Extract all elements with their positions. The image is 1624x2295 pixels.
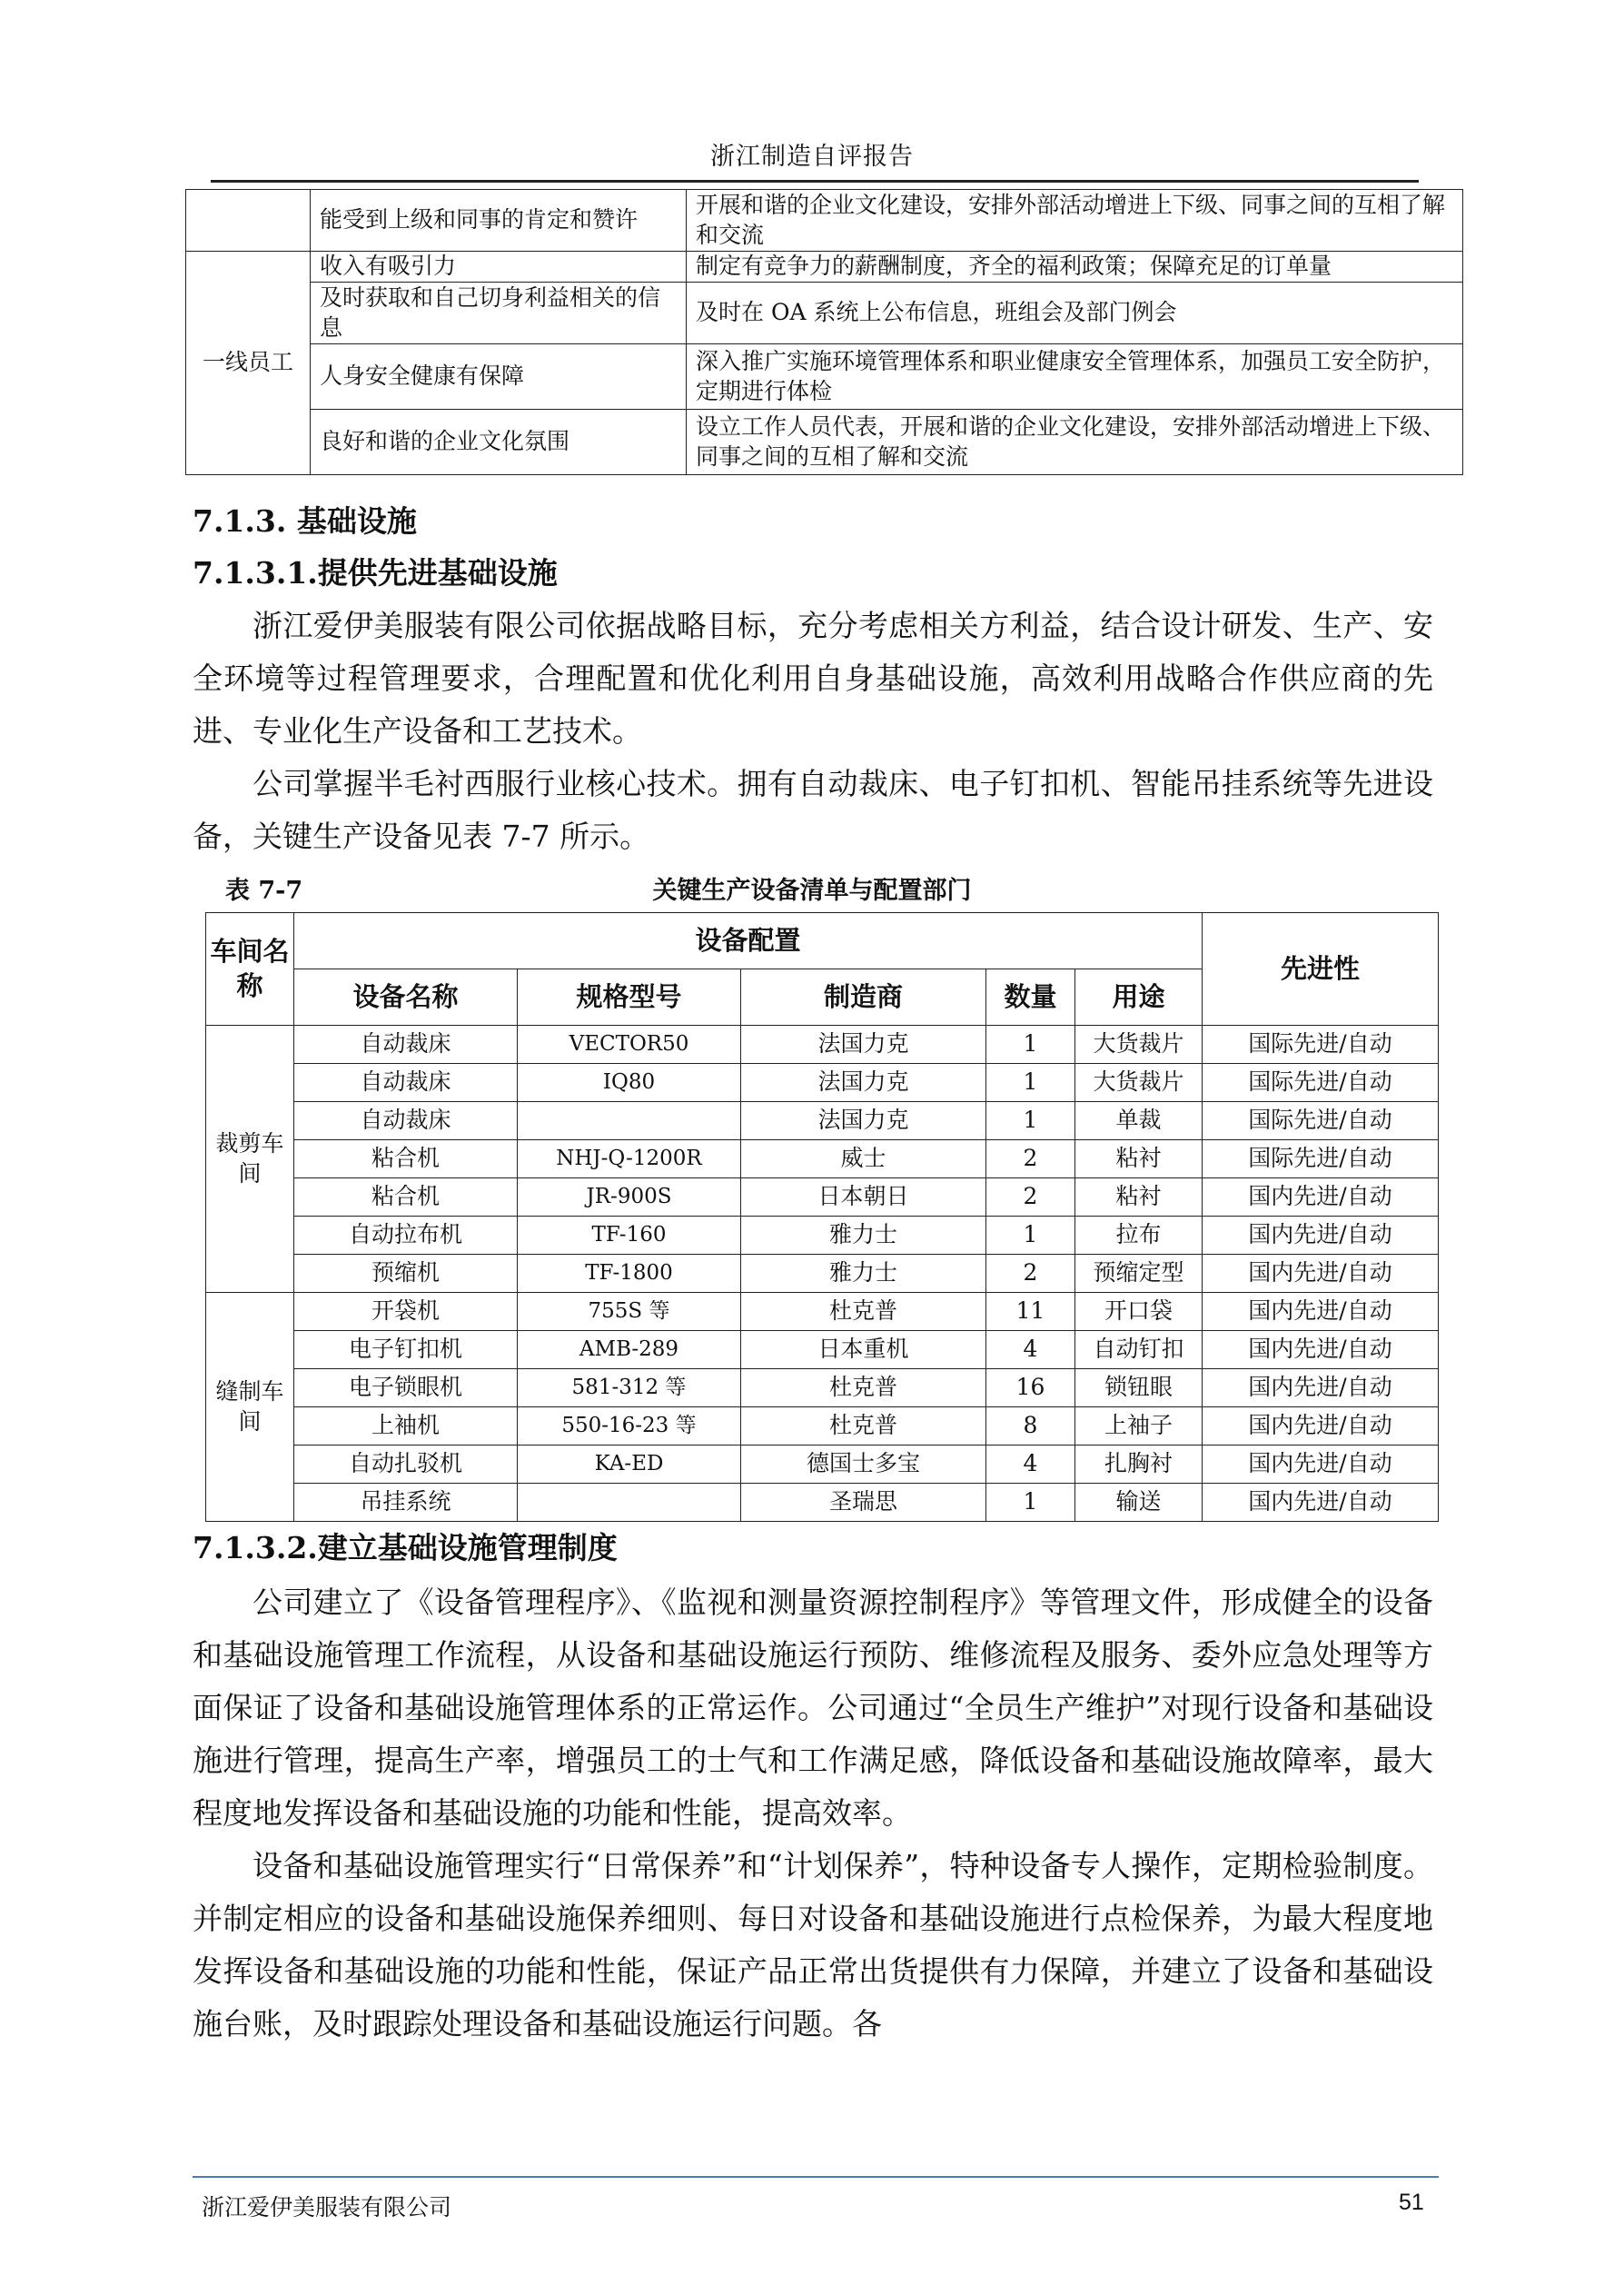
table-row bbox=[186, 410, 1463, 475]
advancement-cell: 国内先进/自动 bbox=[1203, 1369, 1439, 1407]
need-cell: 良好和谐的企业文化氛围 bbox=[311, 410, 687, 475]
section-heading-7-1-3: 7.1.3. 基础设施 bbox=[193, 503, 417, 539]
advancement-cell: 国内先进/自动 bbox=[1203, 1217, 1439, 1255]
model-cell: 581-312 等 bbox=[518, 1369, 741, 1407]
usage-cell: 拉布 bbox=[1075, 1217, 1203, 1255]
header-usage: 用途 bbox=[1075, 969, 1203, 1026]
table-row bbox=[186, 283, 1463, 344]
model-cell: JR-900S bbox=[518, 1178, 741, 1217]
equipment-name-cell: 电子锁眼机 bbox=[294, 1369, 518, 1407]
measure-cell: 深入推广实施环境管理体系和职业健康安全管理体系，加强员工安全防护，定期进行体检 bbox=[687, 344, 1463, 410]
equipment-table bbox=[205, 912, 1439, 1522]
table-row bbox=[206, 1178, 1439, 1217]
model-cell: AMB-289 bbox=[518, 1331, 741, 1369]
model-cell bbox=[518, 1484, 741, 1522]
paragraph: 设备和基础设施管理实行“日常保养”和“计划保养”，特种设备专人操作，定期检验制度。并制定相应的设备和基础设施保养细则、每日对设备和基础设施进行点检保养，为最大程度地发挥设备和基础设施的功能和性能，保证产品正常出货提供有力保障，并建立了设备和基础设施台账，及时跟踪处理设备和基础设施运行问题。各 bbox=[193, 1848, 1433, 2042]
table-row bbox=[206, 1369, 1439, 1407]
manufacturer-cell: 雅力士 bbox=[741, 1255, 986, 1293]
table-row bbox=[186, 252, 1463, 283]
header-equipment-name: 设备名称 bbox=[294, 969, 518, 1026]
measure-cell: 制定有竞争力的薪酬制度，齐全的福利政策；保障充足的订单量 bbox=[687, 252, 1463, 283]
measure-cell: 设立工作人员代表，开展和谐的企业文化建设，安排外部活动增进上下级、同事之间的互相了解和交流 bbox=[687, 410, 1463, 475]
quantity-cell: 1 bbox=[986, 1064, 1075, 1102]
paragraph-block-1 bbox=[193, 600, 1433, 863]
equipment-name-cell: 自动拉布机 bbox=[294, 1217, 518, 1255]
empty-group-cell bbox=[186, 190, 311, 252]
model-cell: IQ80 bbox=[518, 1064, 741, 1102]
advancement-cell: 国内先进/自动 bbox=[1203, 1446, 1439, 1484]
equipment-name-cell: 自动裁床 bbox=[294, 1026, 518, 1064]
advancement-cell: 国际先进/自动 bbox=[1203, 1064, 1439, 1102]
equipment-name-cell: 预缩机 bbox=[294, 1255, 518, 1293]
quantity-cell: 2 bbox=[986, 1178, 1075, 1217]
footer-company: 浙江爱伊美服装有限公司 bbox=[202, 2194, 452, 2220]
advancement-cell: 国内先进/自动 bbox=[1203, 1407, 1439, 1446]
quantity-cell: 11 bbox=[986, 1293, 1075, 1331]
header-divider bbox=[211, 180, 1419, 183]
manufacturer-cell: 日本朝日 bbox=[741, 1178, 986, 1217]
header-manufacturer: 制造商 bbox=[741, 969, 986, 1026]
need-cell: 人身安全健康有保障 bbox=[311, 344, 687, 410]
quantity-cell: 8 bbox=[986, 1407, 1075, 1446]
header-model: 规格型号 bbox=[518, 969, 741, 1026]
usage-cell: 预缩定型 bbox=[1075, 1255, 1203, 1293]
table-row bbox=[186, 344, 1463, 410]
table-caption-title: 关键生产设备清单与配置部门 bbox=[652, 877, 972, 905]
usage-cell: 单裁 bbox=[1075, 1102, 1203, 1140]
model-cell: TF-1800 bbox=[518, 1255, 741, 1293]
paragraph: 浙江爱伊美服装有限公司依据战略目标，充分考虑相关方利益，结合设计研发、生产、安全环境等过程管理要求，合理配置和优化利用自身基础设施，高效利用战略合作供应商的先进、专业化生产设备和工艺技术。 bbox=[193, 608, 1433, 749]
workshop-cell-sewing: 缝制车间 bbox=[206, 1293, 294, 1522]
measure-cell: 开展和谐的企业文化建设，安排外部活动增进上下级、同事之间的互相了解和交流 bbox=[687, 190, 1463, 252]
usage-cell: 输送 bbox=[1075, 1484, 1203, 1522]
header-workshop: 车间名称 bbox=[206, 913, 294, 1026]
equipment-name-cell: 吊挂系统 bbox=[294, 1484, 518, 1522]
equipment-name-cell: 粘合机 bbox=[294, 1178, 518, 1217]
quantity-cell: 1 bbox=[986, 1217, 1075, 1255]
model-cell: 755S 等 bbox=[518, 1293, 741, 1331]
table-row bbox=[206, 1484, 1439, 1522]
manufacturer-cell: 法国力克 bbox=[741, 1026, 986, 1064]
quantity-cell: 1 bbox=[986, 1102, 1075, 1140]
equipment-name-cell: 自动裁床 bbox=[294, 1102, 518, 1140]
workshop-cell-cutting: 裁剪车间 bbox=[206, 1026, 294, 1293]
usage-cell: 大货裁片 bbox=[1075, 1026, 1203, 1064]
need-cell: 能受到上级和同事的肯定和赞许 bbox=[311, 190, 687, 252]
manufacturer-cell: 威士 bbox=[741, 1140, 986, 1178]
paragraph-block-2 bbox=[193, 1576, 1433, 2051]
section-heading-7-1-3-1: 7.1.3.1.提供先进基础设施 bbox=[193, 555, 558, 591]
table-row bbox=[206, 1217, 1439, 1255]
manufacturer-cell: 雅力士 bbox=[741, 1217, 986, 1255]
manufacturer-cell: 德国士多宝 bbox=[741, 1446, 986, 1484]
usage-cell: 锁钮眼 bbox=[1075, 1369, 1203, 1407]
employee-needs-table bbox=[185, 189, 1463, 475]
manufacturer-cell: 杜克普 bbox=[741, 1407, 986, 1446]
group-label: 一线员工 bbox=[202, 349, 293, 376]
advancement-cell: 国内先进/自动 bbox=[1203, 1255, 1439, 1293]
equipment-name-cell: 自动裁床 bbox=[294, 1064, 518, 1102]
table-row bbox=[206, 1255, 1439, 1293]
usage-cell: 自动钉扣 bbox=[1075, 1331, 1203, 1369]
quantity-cell: 2 bbox=[986, 1255, 1075, 1293]
advancement-cell: 国内先进/自动 bbox=[1203, 1178, 1439, 1217]
manufacturer-cell: 日本重机 bbox=[741, 1331, 986, 1369]
model-cell: NHJ-Q-1200R bbox=[518, 1140, 741, 1178]
manufacturer-cell: 法国力克 bbox=[741, 1064, 986, 1102]
advancement-cell: 国际先进/自动 bbox=[1203, 1026, 1439, 1064]
table-row bbox=[206, 1064, 1439, 1102]
page-number: 51 bbox=[1399, 2190, 1424, 2215]
model-cell: KA-ED bbox=[518, 1446, 741, 1484]
equipment-name-cell: 电子钉扣机 bbox=[294, 1331, 518, 1369]
table-row bbox=[206, 1140, 1439, 1178]
paragraph: 公司掌握半毛衬西服行业核心技术。拥有自动裁床、电子钉扣机、智能吊挂系统等先进设备，关键生产设备见表 7-7 所示。 bbox=[193, 766, 1433, 854]
quantity-cell: 1 bbox=[986, 1026, 1075, 1064]
manufacturer-cell: 杜克普 bbox=[741, 1369, 986, 1407]
header-advancement: 先进性 bbox=[1203, 913, 1439, 1026]
usage-cell: 扎胸衬 bbox=[1075, 1446, 1203, 1484]
advancement-cell: 国内先进/自动 bbox=[1203, 1293, 1439, 1331]
model-cell: 550-16-23 等 bbox=[518, 1407, 741, 1446]
table-row bbox=[206, 1293, 1439, 1331]
usage-cell: 上袖子 bbox=[1075, 1407, 1203, 1446]
measure-cell: 及时在 OA 系统上公布信息，班组会及部门例会 bbox=[687, 283, 1463, 344]
section-heading-7-1-3-2: 7.1.3.2.建立基础设施管理制度 bbox=[193, 1530, 618, 1565]
equipment-name-cell: 自动扎驳机 bbox=[294, 1446, 518, 1484]
advancement-cell: 国际先进/自动 bbox=[1203, 1102, 1439, 1140]
manufacturer-cell: 法国力克 bbox=[741, 1102, 986, 1140]
model-cell: VECTOR50 bbox=[518, 1026, 741, 1064]
table-row bbox=[206, 1102, 1439, 1140]
quantity-cell: 1 bbox=[986, 1484, 1075, 1522]
usage-cell: 粘衬 bbox=[1075, 1178, 1203, 1217]
quantity-cell: 4 bbox=[986, 1331, 1075, 1369]
table-row bbox=[206, 1026, 1439, 1064]
usage-cell: 大货裁片 bbox=[1075, 1064, 1203, 1102]
quantity-cell: 16 bbox=[986, 1369, 1075, 1407]
quantity-cell: 4 bbox=[986, 1446, 1075, 1484]
usage-cell: 开口袋 bbox=[1075, 1293, 1203, 1331]
paragraph: 公司建立了《设备管理程序》、《监视和测量资源控制程序》等管理文件，形成健全的设备和基础设施管理工作流程，从设备和基础设施运行预防、维修流程及服务、委外应急处理等方面保证了设备和基础设施管理体系的正常运作。公司通过“全员生产维护”对现行设备和基础设施进行管理，提高生产率，增强员工的士气和工作满足感，降低设备和基础设施故障率，最大程度地发挥设备和基础设施的功能和性能，提高效率。 bbox=[193, 1585, 1433, 1831]
table-caption-label: 表 7-7 bbox=[225, 877, 303, 905]
equipment-name-cell: 上袖机 bbox=[294, 1407, 518, 1446]
usage-cell: 粘衬 bbox=[1075, 1140, 1203, 1178]
model-cell: TF-160 bbox=[518, 1217, 741, 1255]
advancement-cell: 国际先进/自动 bbox=[1203, 1140, 1439, 1178]
manufacturer-cell: 杜克普 bbox=[741, 1293, 986, 1331]
page-header-title: 浙江制造自评报告 bbox=[710, 143, 914, 171]
advancement-cell: 国内先进/自动 bbox=[1203, 1484, 1439, 1522]
table-row bbox=[186, 190, 1463, 252]
header-quantity: 数量 bbox=[986, 969, 1075, 1026]
need-cell: 及时获取和自己切身利益相关的信息 bbox=[311, 283, 687, 344]
quantity-cell: 2 bbox=[986, 1140, 1075, 1178]
group-cell-frontline-staff bbox=[186, 252, 311, 475]
table-row bbox=[206, 1331, 1439, 1369]
equipment-name-cell: 开袋机 bbox=[294, 1293, 518, 1331]
equipment-name-cell: 粘合机 bbox=[294, 1140, 518, 1178]
advancement-cell: 国内先进/自动 bbox=[1203, 1331, 1439, 1369]
footer-divider bbox=[193, 2176, 1439, 2178]
manufacturer-cell: 圣瑞思 bbox=[741, 1484, 986, 1522]
table-row bbox=[206, 1446, 1439, 1484]
table-row bbox=[206, 1407, 1439, 1446]
model-cell bbox=[518, 1102, 741, 1140]
header-equipment-config: 设备配置 bbox=[294, 913, 1203, 969]
need-cell: 收入有吸引力 bbox=[311, 252, 687, 283]
